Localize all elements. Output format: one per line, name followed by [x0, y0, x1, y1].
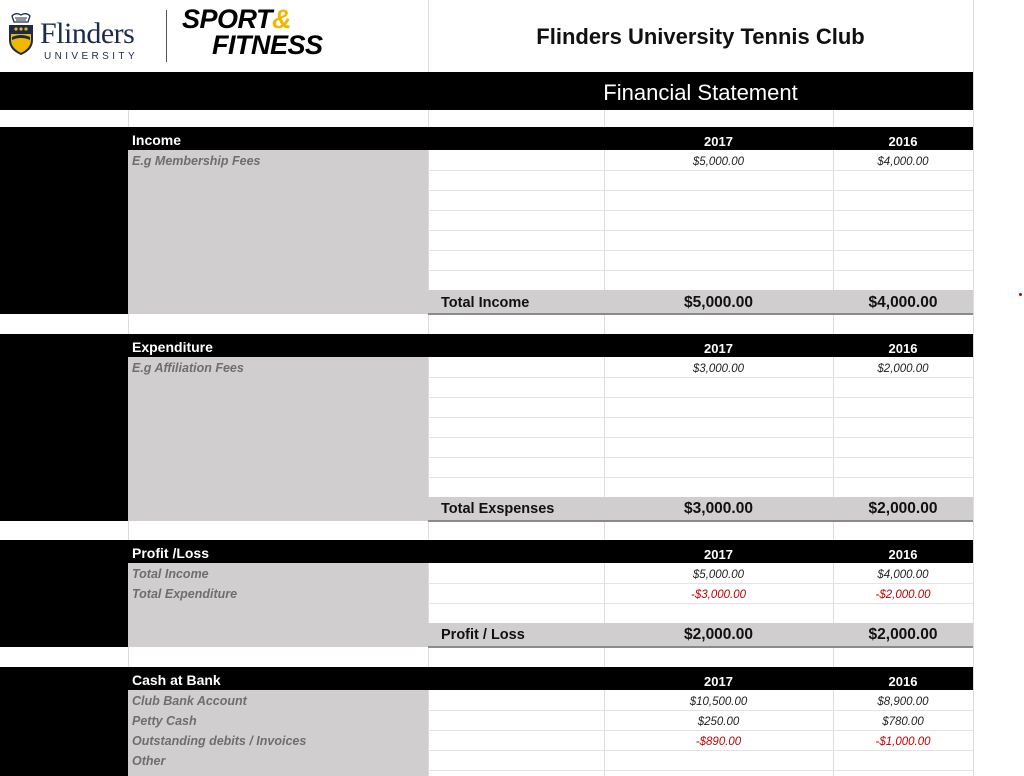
income-label-column — [128, 150, 428, 290]
income-label: Income — [132, 132, 182, 148]
club-title: Flinders University Tennis Club — [536, 24, 865, 49]
logo-university-text: UNIVERSITY — [44, 51, 139, 62]
cash-year-2017: 2017 — [704, 674, 733, 689]
cash-row-2-2017: $250.00 — [697, 716, 740, 728]
expenditure-year-2016: 2016 — [888, 341, 918, 356]
expenditure-row-2017: $3,000.00 — [692, 363, 745, 375]
cash-row-1-2017: $10,500.00 — [689, 696, 748, 708]
profit-side-bar — [0, 540, 128, 647]
expenditure-total-2017: $3,000.00 — [684, 500, 753, 517]
expenditure-row-2016: $2,000.00 — [877, 363, 929, 375]
profit-row-item-1: Total Income — [132, 567, 209, 581]
income-total-2017: $5,000.00 — [684, 294, 753, 311]
cash-year-2016: 2016 — [888, 674, 918, 689]
profit-row-2-2016: -$2,000.00 — [875, 589, 931, 601]
cash-label: Cash at Bank — [132, 672, 221, 688]
cash-row-3-2017: -$890.00 — [695, 736, 742, 748]
income-year-2016: 2016 — [888, 134, 918, 149]
profit-total-label: Profit / Loss — [441, 627, 525, 643]
profit-year-2016: 2016 — [888, 547, 918, 562]
cash-side-bar — [0, 667, 128, 776]
profit-row-1-2016: $4,000.00 — [877, 569, 929, 581]
profit-row-2-2017: -$3,000.00 — [691, 589, 746, 601]
profit-year-2017: 2017 — [704, 547, 733, 562]
cash-row-item-4: Other — [132, 754, 166, 768]
cash-row-item-1: Club Bank Account — [132, 694, 247, 708]
expenditure-total-label: Total Exspenses — [441, 501, 555, 517]
income-total-2016: $4,000.00 — [868, 294, 938, 311]
logo-fitness-text: FITNESS — [212, 30, 323, 60]
profit-total-2017: $2,000.00 — [684, 626, 753, 643]
income-row-2016: $4,000.00 — [877, 156, 929, 168]
income-row-item: E.g Membership Fees — [132, 154, 261, 168]
cash-row-2-2016: $780.00 — [882, 716, 924, 728]
expenditure-row-item: E.g Affiliation Fees — [132, 361, 244, 375]
income-side-bar — [0, 127, 128, 314]
cash-row-1-2016: $8,900.00 — [877, 696, 929, 708]
logo-flinders-text: Flinders — [40, 17, 135, 50]
expenditure-label: Expenditure — [132, 339, 213, 355]
grid-col-c — [428, 0, 429, 776]
income-year-2017: 2017 — [704, 134, 733, 149]
cash-row-item-3: Outstanding debits / Invoices — [132, 734, 307, 748]
income-total-label: Total Income — [441, 295, 530, 311]
profit-label: Profit /Loss — [132, 545, 210, 561]
cash-row-3-2016: -$1,000.00 — [875, 736, 931, 748]
marker-dot — [1019, 293, 1022, 296]
logo-area — [0, 0, 428, 72]
grid-col-f — [973, 0, 974, 776]
cash-row-item-2: Petty Cash — [132, 714, 197, 728]
profit-row-item-2: Total Expenditure — [132, 587, 238, 601]
profit-total-2016: $2,000.00 — [868, 626, 938, 643]
expenditure-side-bar — [0, 334, 128, 521]
logo-ampersand: & — [272, 4, 292, 34]
profit-row-1-2017: $5,000.00 — [692, 569, 745, 581]
expenditure-label-column — [128, 357, 428, 497]
expenditure-total-2016: $2,000.00 — [868, 500, 938, 517]
logo-sport-text: SPORT& — [182, 4, 292, 34]
flinders-crest-icon — [6, 12, 36, 56]
statement-title: Financial Statement — [603, 80, 798, 105]
expenditure-year-2017: 2017 — [704, 341, 733, 356]
logo-divider — [166, 10, 167, 62]
income-row-2017: $5,000.00 — [692, 156, 745, 168]
